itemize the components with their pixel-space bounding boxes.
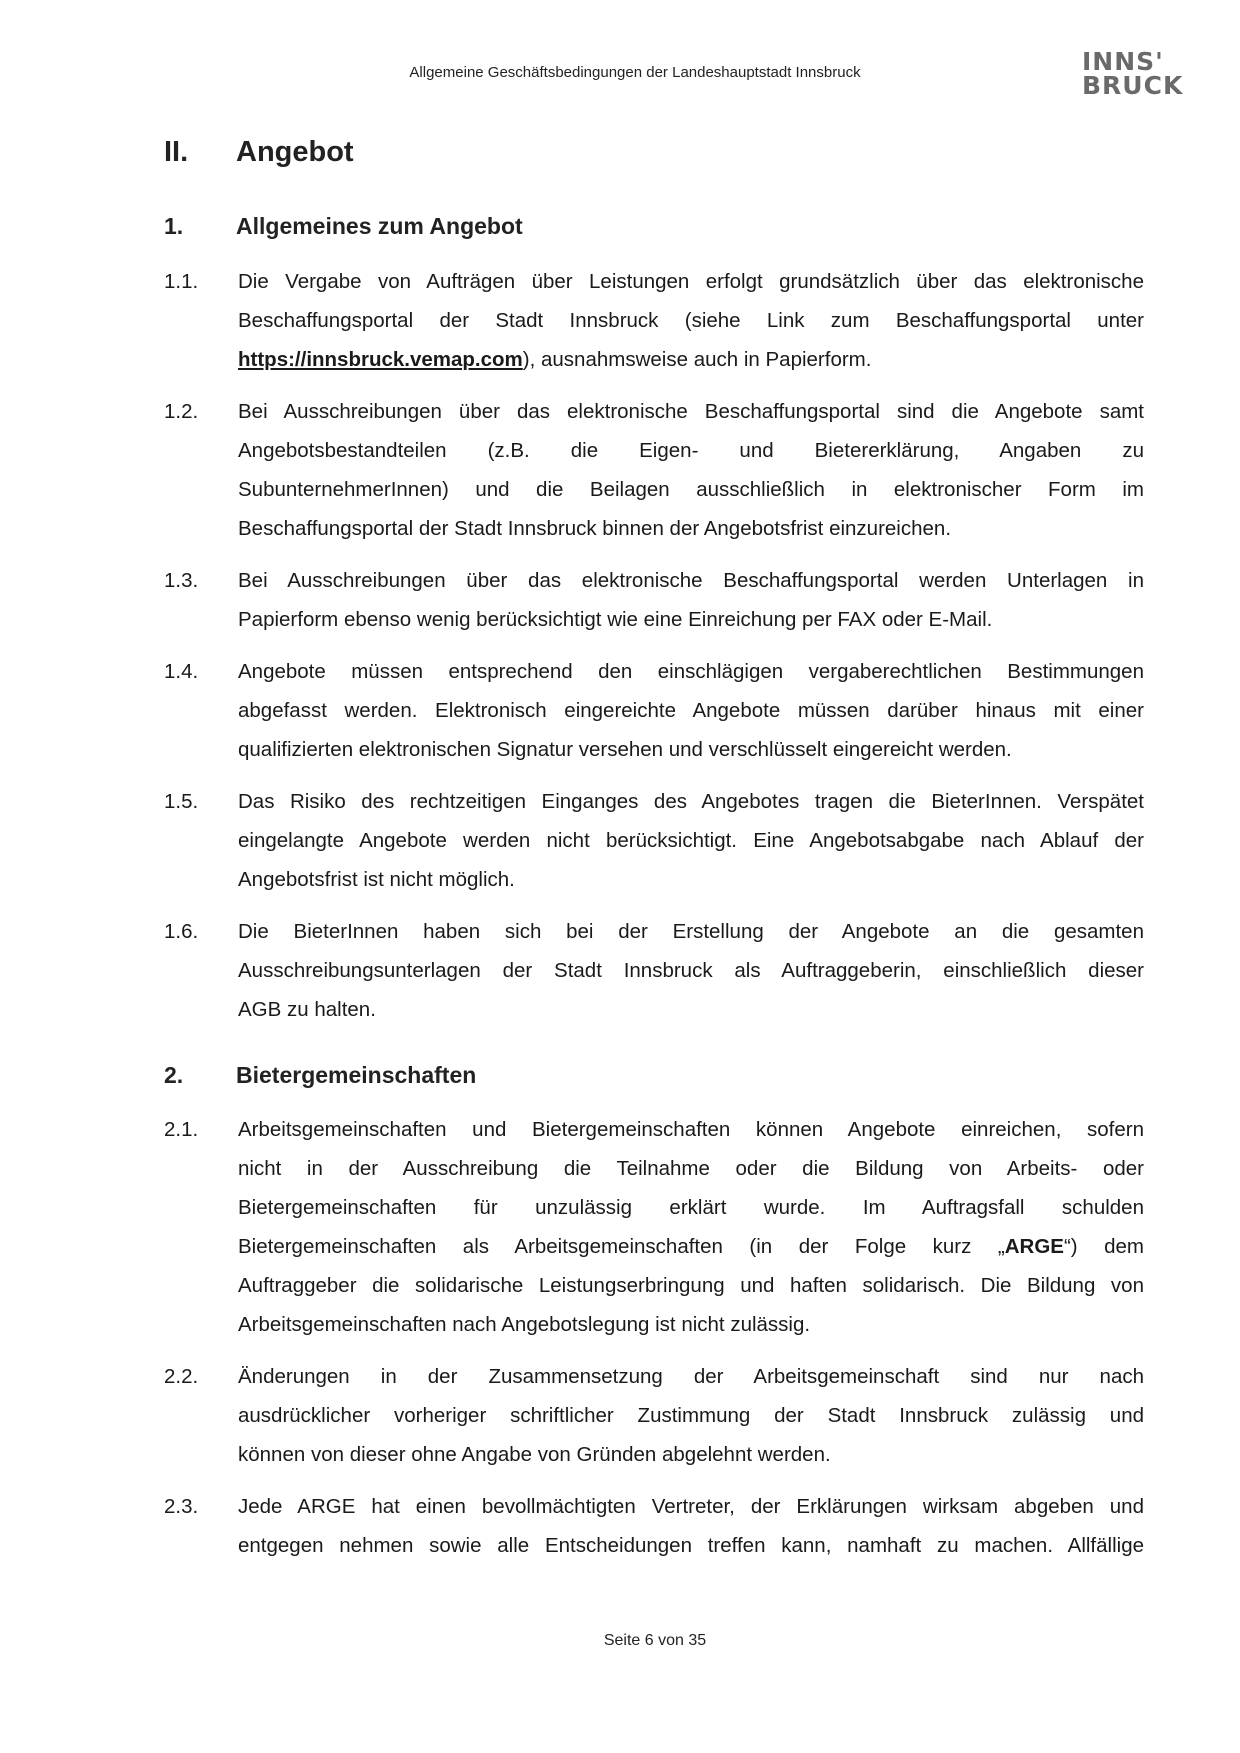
clause-line: Ausschreibungsunterlagen der Stadt Innsbruck als Auftraggeberin, einschließlich dieser	[238, 959, 1144, 982]
arge-term: ARGE	[1004, 1235, 1064, 1258]
clause-line-suffix: “) dem	[1063, 1235, 1144, 1258]
subsection-2-number: 2.	[164, 1062, 184, 1088]
clause-text	[238, 782, 1144, 899]
clause-line	[238, 1227, 1144, 1266]
page-header-title: Allgemeine Geschäftsbedingungen der Landeshauptstadt Innsbruck	[409, 64, 861, 81]
clause-number: 1.3.	[164, 569, 199, 592]
clause-line: Bietergemeinschaften für unzulässig erklärt wurde. Im Auftragsfall schulden	[238, 1196, 1144, 1219]
subsection-1-number: 1.	[164, 213, 184, 239]
section-title: Angebot	[236, 136, 354, 168]
clause-number: 1.5.	[164, 790, 199, 813]
clause-number: 1.1.	[164, 270, 199, 293]
clause-line: Bei Ausschreibungen über das elektronische Beschaffungsportal sind die Angebote samt	[238, 400, 1144, 423]
clause-line: Auftraggeber die solidarische Leistungserbringung und haften solidarisch. Die Bildung von	[238, 1274, 1144, 1297]
vemap-portal-link[interactable]: https://innsbruck.vemap.com	[238, 348, 523, 371]
logo-line-2: BRUCK	[1082, 71, 1184, 100]
clause-text	[238, 912, 1144, 1029]
clause-text	[238, 1110, 1144, 1344]
clause-line: entgegen nehmen sowie alle Entscheidungen treffen kann, namhaft zu machen. Allfällige	[238, 1534, 1144, 1557]
subsection-2-title: Bietergemeinschaften	[236, 1062, 477, 1088]
clause-line: SubunternehmerInnen) und die Beilagen ausschließlich in elektronischer Form im	[238, 478, 1144, 501]
clause-number: 1.6.	[164, 920, 199, 943]
clause-text	[238, 262, 1144, 379]
clause-line: Arbeitsgemeinschaften nach Angebotslegung ist nicht zulässig.	[238, 1313, 811, 1336]
clause-line-suffix: ), ausnahmsweise auch in Papierform.	[522, 348, 872, 371]
clause-text	[238, 1487, 1144, 1565]
clause-line: Angebote müssen entsprechend den einschlägigen vergaberechtlichen Bestimmungen	[238, 660, 1144, 683]
clause-number: 1.2.	[164, 400, 199, 423]
page-footer: Seite 6 von 35	[603, 1632, 707, 1649]
logo-line-1: INNS'	[1082, 47, 1164, 76]
clause-text	[238, 1357, 1144, 1474]
clause-line: Angebotsfrist ist nicht möglich.	[238, 868, 515, 891]
clause-line: können von dieser ohne Angabe von Gründen abgelehnt werden.	[238, 1443, 831, 1466]
clause-line: abgefasst werden. Elektronisch eingereichte Angebote müssen darüber hinaus mit einer	[238, 699, 1144, 722]
clause-line: Das Risiko des rechtzeitigen Einganges des Angebotes tragen die BieterInnen. Verspätet	[238, 790, 1144, 813]
clause-line: Papierform ebenso wenig berücksichtigt wie eine Einreichung per FAX oder E-Mail.	[238, 608, 993, 631]
clause-text	[238, 392, 1144, 548]
clause-line: Änderungen in der Zusammensetzung der Arbeitsgemeinschaft sind nur nach	[238, 1365, 1144, 1388]
clause-line: Jede ARGE hat einen bevollmächtigten Vertreter, der Erklärungen wirksam abgeben und	[238, 1495, 1144, 1518]
clause-number: 2.3.	[164, 1495, 199, 1518]
clause-line: Beschaffungsportal der Stadt Innsbruck binnen der Angebotsfrist einzureichen.	[238, 517, 952, 540]
clause-line: nicht in der Ausschreibung die Teilnahme oder die Bildung von Arbeits- oder	[238, 1157, 1144, 1180]
clause-number: 1.4.	[164, 660, 199, 683]
clause-line: ausdrücklicher vorheriger schriftlicher Zustimmung der Stadt Innsbruck zulässig und	[238, 1404, 1144, 1427]
clause-line: eingelangte Angebote werden nicht berücksichtigt. Eine Angebotsabgabe nach Ablauf der	[238, 829, 1144, 852]
clause-line: Arbeitsgemeinschaften und Bietergemeinschaften können Angebote einreichen, sofern	[238, 1118, 1144, 1141]
clause-line: AGB zu halten.	[238, 998, 376, 1021]
clause-line: Die Vergabe von Aufträgen über Leistungen erfolgt grundsätzlich über das elektronische	[238, 270, 1144, 293]
clause-line: Bei Ausschreibungen über das elektronische Beschaffungsportal werden Unterlagen in	[238, 569, 1144, 592]
section-number: II.	[164, 136, 189, 168]
clause-number: 2.1.	[164, 1118, 199, 1141]
subsection-1-title: Allgemeines zum Angebot	[236, 213, 523, 239]
clause-line: Die BieterInnen haben sich bei der Erstellung der Angebote an die gesamten	[238, 920, 1144, 943]
clause-text	[238, 561, 1144, 639]
clause-line: Angebotsbestandteilen (z.B. die Eigen- und Bietererklärung, Angaben zu	[238, 439, 1144, 462]
clause-line	[238, 340, 1144, 379]
clause-line: qualifizierten elektronischen Signatur versehen und verschlüsselt eingereicht werden.	[238, 738, 1012, 761]
clause-line-prefix: Bietergemeinschaften als Arbeitsgemeinschaften (in der Folge kurz „	[238, 1235, 1005, 1258]
clause-line: Beschaffungsportal der Stadt Innsbruck (siehe Link zum Beschaffungsportal unter	[238, 309, 1144, 332]
innsbruck-logo	[1082, 47, 1184, 100]
clause-number: 2.2.	[164, 1365, 199, 1388]
clause-text	[238, 652, 1144, 769]
